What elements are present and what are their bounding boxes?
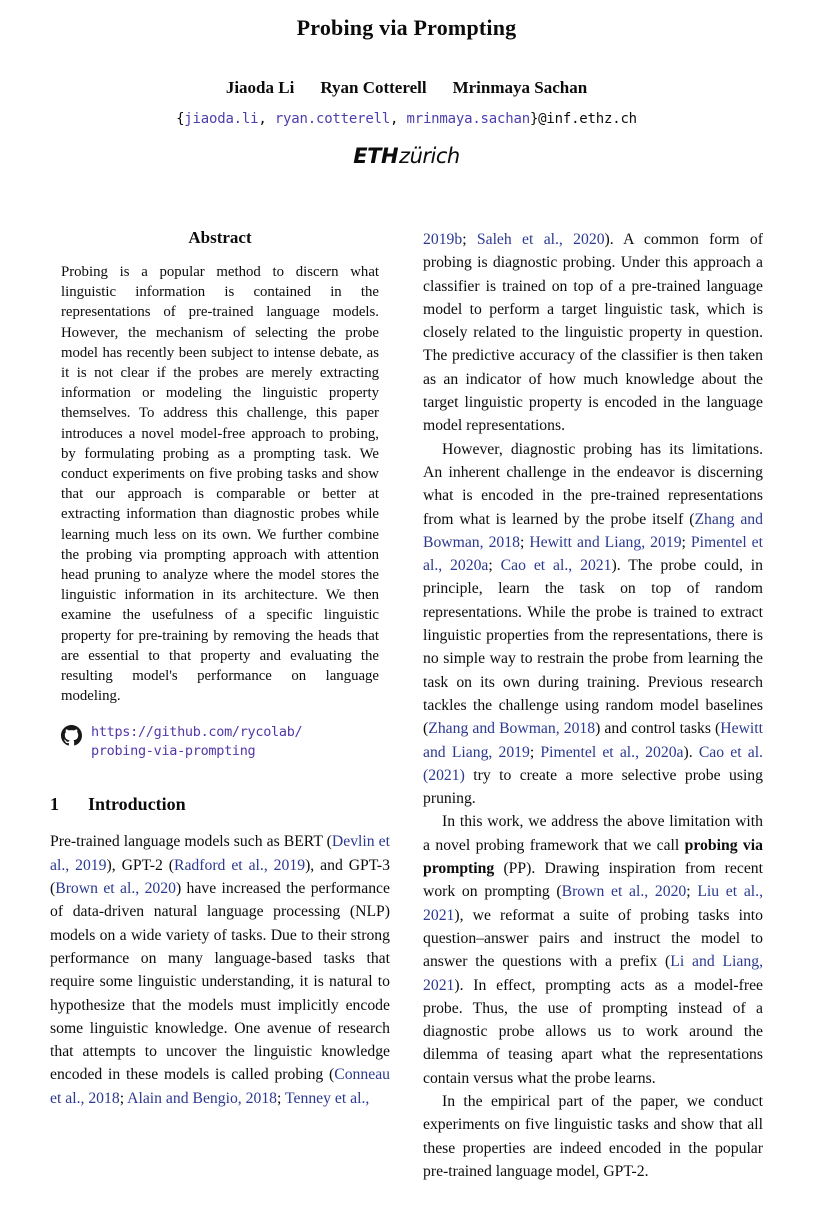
two-column-layout [0, 228, 813, 1183]
body-paragraph [423, 228, 763, 438]
text-run: ), GPT-2 ( [106, 856, 174, 874]
author-name: Mrinmaya Sachan [452, 78, 588, 97]
text-run: ; [462, 231, 477, 248]
text-run: ; [681, 533, 691, 551]
email-link[interactable]: mrinmaya.sachan [406, 111, 530, 127]
body-paragraph [423, 438, 763, 811]
citation-link[interactable]: Hewitt and Liang, 2019 [529, 533, 682, 551]
citation-link[interactable]: 2019b [423, 231, 463, 248]
github-icon [61, 725, 82, 746]
text-run: ). [683, 743, 699, 761]
citation-link[interactable]: Tenney et al., [285, 1089, 370, 1107]
github-repo-link[interactable] [91, 723, 302, 761]
citation-link[interactable]: Saleh et al., 2020 [476, 231, 605, 248]
text-run: , [258, 111, 275, 127]
citation-link[interactable]: Brown et al., 2020 [561, 883, 687, 901]
email-link[interactable]: jiaoda.li [184, 111, 259, 127]
paper-title: Probing via Prompting [296, 15, 517, 40]
text-run: ) have increased the performance of data-driven natural language processing (NLP) models on a wide variety of tasks. Due to their strong performance on many language-based tasks that require some linguistic understanding, it is natural to hypothesize that the models must implicitly encode some linguistic knowledge. One avenue of research that attempts to uncover the linguistic knowledge encoded in these models is called probing ( [50, 880, 390, 1084]
citation-link[interactable]: Zhang and Bowman, 2018 [423, 510, 763, 551]
citation-link[interactable]: Liu et al., 2021 [423, 883, 763, 924]
text-run: ). The probe could, in principle, learn the task on top of random representations. While the probe is trained to extract linguistic properties from the representations, there is no simple way to restrain the probe from learning the task on its own during training. Previous research tackles the challenge using random model baselines ( [423, 557, 764, 738]
text-run: ; [119, 1089, 128, 1107]
abstract-heading: Abstract [188, 228, 252, 247]
author-name: Ryan Cotterell [320, 78, 427, 97]
citation-link[interactable]: Radford et al., 2019 [173, 856, 306, 874]
citation-link[interactable]: Conneau et al., 2018 [50, 1066, 390, 1107]
citation-link[interactable]: Pimentel et al., 2020a [540, 743, 684, 761]
citation-link[interactable]: Li and Liang, 2021 [423, 953, 763, 994]
github-url-line2: probing-via-prompting [91, 743, 256, 760]
github-link-row [61, 723, 390, 761]
text-run: ), and GPT-3 ( [50, 856, 390, 898]
intro-paragraph [50, 830, 390, 1110]
logo-bold-text: ETH [353, 144, 399, 168]
text-run: However, diagnostic probing has its limitations. An inherent challenge in the endeavor is discerning what is encoded in the pre-trained representations from what is learned by the probe itself ( [423, 440, 763, 528]
text-run: ; [529, 743, 541, 761]
text-run: ). In effect, prompting acts as a model-free probe. Thus, the use of prompting instead of a diagnostic probe allows us to work around the dilemma of teasing apart what the representations contain versus what the probe learns. [423, 976, 763, 1087]
citation-link[interactable]: Pimentel et al., 2020a [423, 533, 763, 575]
abstract-text: Probing is a popular method to discern what linguistic information is contained in the representations of pre-trained language models. However, the mechanism of selecting the probe model has recently been subject to intense debate, as it is not clear if the probes are merely extracting information or modeling the linguistic property themselves. To address this challenge, this paper introduces a novel model-free approach to probing, by formulating probing as a prompting task. We conduct experiments on five probing tasks and show that our approach is comparable or better at extracting information than diagnostic probes while learning much less on its own. We further combine the probing via prompting approach with attention head pruning to analyze where the model stores the linguistic information in its architecture. We then examine the usefulness of a specific linguistic property for pre-training by removing the heads that are essential to that property and evaluating the resulting model's performance on language modeling. [61, 264, 379, 705]
text-run: , [390, 111, 407, 127]
text-run: probing via prompting [423, 836, 763, 878]
text-run: (PP). Drawing inspiration from recent work on prompting ( [423, 860, 763, 901]
email-link[interactable]: ryan.cotterell [274, 111, 391, 127]
text-run: In the empirical part of the paper, we conduct experiments on five linguistic tasks and show that all these properties are indeed encoded in the popular pre-trained language model, GPT-2. [423, 1092, 763, 1180]
left-column [50, 228, 390, 1183]
text-run: ; [488, 557, 501, 575]
right-column [423, 228, 763, 1183]
logo-light-text: zürich [399, 144, 460, 168]
citation-link[interactable]: Brown et al., 2020 [55, 880, 176, 898]
section-title: Introduction [88, 794, 186, 815]
eth-zurich-logo [0, 144, 813, 168]
email-line [0, 111, 813, 127]
text-run: ) and control tasks ( [595, 720, 721, 738]
text-run: try to create a more selective probe using pruning. [423, 766, 763, 808]
text-run: }@inf.ethz.ch [529, 111, 637, 127]
text-run: ; [277, 1089, 286, 1107]
citation-link[interactable]: Hewitt and Liang, 2019 [423, 720, 763, 761]
text-run: ). A common form of probing is diagnostic probing. Under this approach a classifier is trained on top of a pre-trained language model to perform a target linguistic task, which is closely related to the linguistic property in question. The predictive accuracy of the classifier is then taken as an indicator of how much knowledge about the target linguistic property is encoded in the language model representations. [423, 231, 763, 435]
text-run: Pre-trained language models such as BERT ( [50, 833, 332, 851]
citation-link[interactable]: Devlin et al., 2019 [50, 833, 390, 874]
section-number: 1 [50, 794, 59, 815]
paper-header [0, 0, 813, 168]
author-name: Jiaoda Li [225, 78, 295, 97]
text-run: { [176, 111, 185, 127]
text-run: ), we reformat a suite of probing tasks into question–answer pairs and instruct the model to answer the questions with a prefix ( [423, 906, 763, 971]
text-run: ; [519, 533, 530, 551]
text-run: ; [686, 883, 698, 901]
citation-link[interactable]: Cao et al., 2021 [500, 557, 612, 575]
citation-link[interactable]: Zhang and Bowman, 2018 [428, 720, 596, 738]
body-paragraph [423, 1090, 763, 1183]
citation-link[interactable]: Alain and Bengio, 2018 [127, 1089, 278, 1107]
github-url-line1: https://github.com/rycolab/ [91, 724, 303, 741]
body-paragraph [423, 810, 763, 1090]
authors-line [0, 78, 813, 98]
section-heading-introduction [50, 794, 390, 815]
citation-link[interactable]: Cao et al. (2021) [423, 743, 763, 784]
text-run: In this work, we address the above limitation with a novel probing framework that we call [423, 813, 763, 854]
